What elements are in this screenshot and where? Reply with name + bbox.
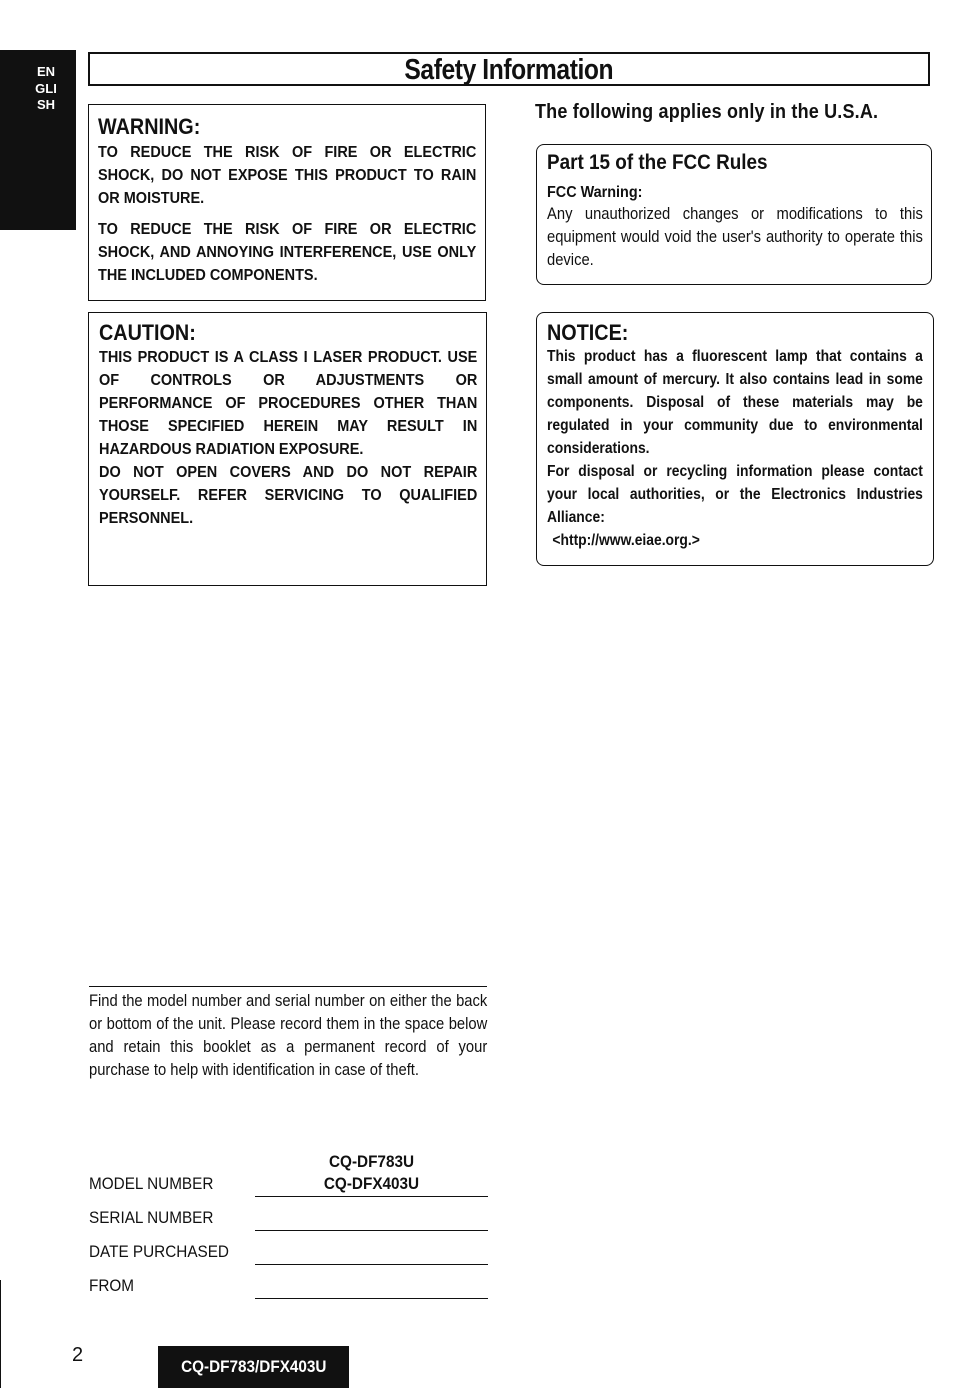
from-label: FROM: [89, 1276, 135, 1295]
notice-url: <http://www.eiae.org.>: [552, 532, 700, 549]
fcc-box: [536, 144, 932, 285]
usa-heading: The following applies only in the U.S.A.: [535, 101, 879, 123]
serial-number-line[interactable]: [255, 1230, 488, 1231]
page-title-box: [88, 52, 930, 86]
warning-box: [88, 104, 486, 301]
model-badge-text: CQ-DF783/DFX403U: [180, 1357, 327, 1376]
model-number-label: MODEL NUMBER: [89, 1174, 214, 1193]
fcc-title: Part 15 of the FCC Rules: [547, 151, 768, 174]
notice-box: [536, 312, 934, 566]
warning-paragraph-2: TO REDUCE THE RISK OF FIRE OR ELECTRIC SHOCK, AND ANNOYING INTERFERENCE, USE ONLY THE INCLUDED COMPONENTS.: [98, 221, 477, 284]
record-instructions-text: Find the model number and serial number on either the back or bottom of the unit. Please record them in the space below and retain this booklet as a permanent record of your purchase to help with identification in case of theft.: [89, 992, 488, 1079]
caution-paragraph-1: THIS PRODUCT IS A CLASS I LASER PRODUCT. USE OF CONTROLS OR ADJUSTMENTS OR PERFORMANCE OF PROCEDURES OTHER THAN THOSE SPECIFIED HEREIN MAY RESULT IN HAZARDOUS RADIATION EXPOSURE.: [99, 349, 478, 458]
page-number: 2: [72, 1344, 84, 1366]
page-title: Safety Information: [404, 54, 614, 86]
model-value-2: CQ-DFX403U: [323, 1174, 420, 1193]
model-badge: [158, 1346, 349, 1388]
caution-box: [88, 312, 487, 586]
from-line[interactable]: [255, 1298, 488, 1299]
warning-heading: WARNING:: [98, 114, 201, 139]
model-number-line: [255, 1196, 488, 1197]
caution-paragraph-2: DO NOT OPEN COVERS AND DO NOT REPAIR YOURSELF. REFER SERVICING TO QUALIFIED PERSONNEL.: [99, 464, 478, 527]
caution-heading: CAUTION:: [99, 320, 196, 345]
notice-heading: NOTICE:: [547, 320, 629, 345]
language-tab-label: ENGLISH: [35, 64, 57, 112]
serial-number-label: SERIAL NUMBER: [89, 1208, 214, 1227]
notice-paragraph-2: For disposal or recycling information please contact your local authorities, or the Electronics Industries Alliance:: [547, 463, 923, 526]
fcc-subheading: FCC Warning:: [547, 184, 643, 201]
date-purchased-label: DATE PURCHASED: [89, 1242, 229, 1261]
model-value-1: CQ-DF783U: [328, 1152, 415, 1171]
fcc-body: Any unauthorized changes or modifications to this equipment would void the user's authority to operate this device.: [547, 205, 923, 269]
notice-paragraph-1: This product has a fluorescent lamp that contains a small amount of mercury. It also contains lead in some components. Disposal of these materials may be regulated in your community due to environmental considerations.: [547, 348, 923, 457]
left-edge-line: [0, 1280, 1, 1388]
warning-paragraph-1: TO REDUCE THE RISK OF FIRE OR ELECTRIC SHOCK, DO NOT EXPOSE THIS PRODUCT TO RAIN OR MOISTURE.: [98, 144, 477, 207]
record-divider: [89, 986, 487, 987]
record-instructions: [89, 990, 489, 1082]
date-purchased-line[interactable]: [255, 1264, 488, 1265]
